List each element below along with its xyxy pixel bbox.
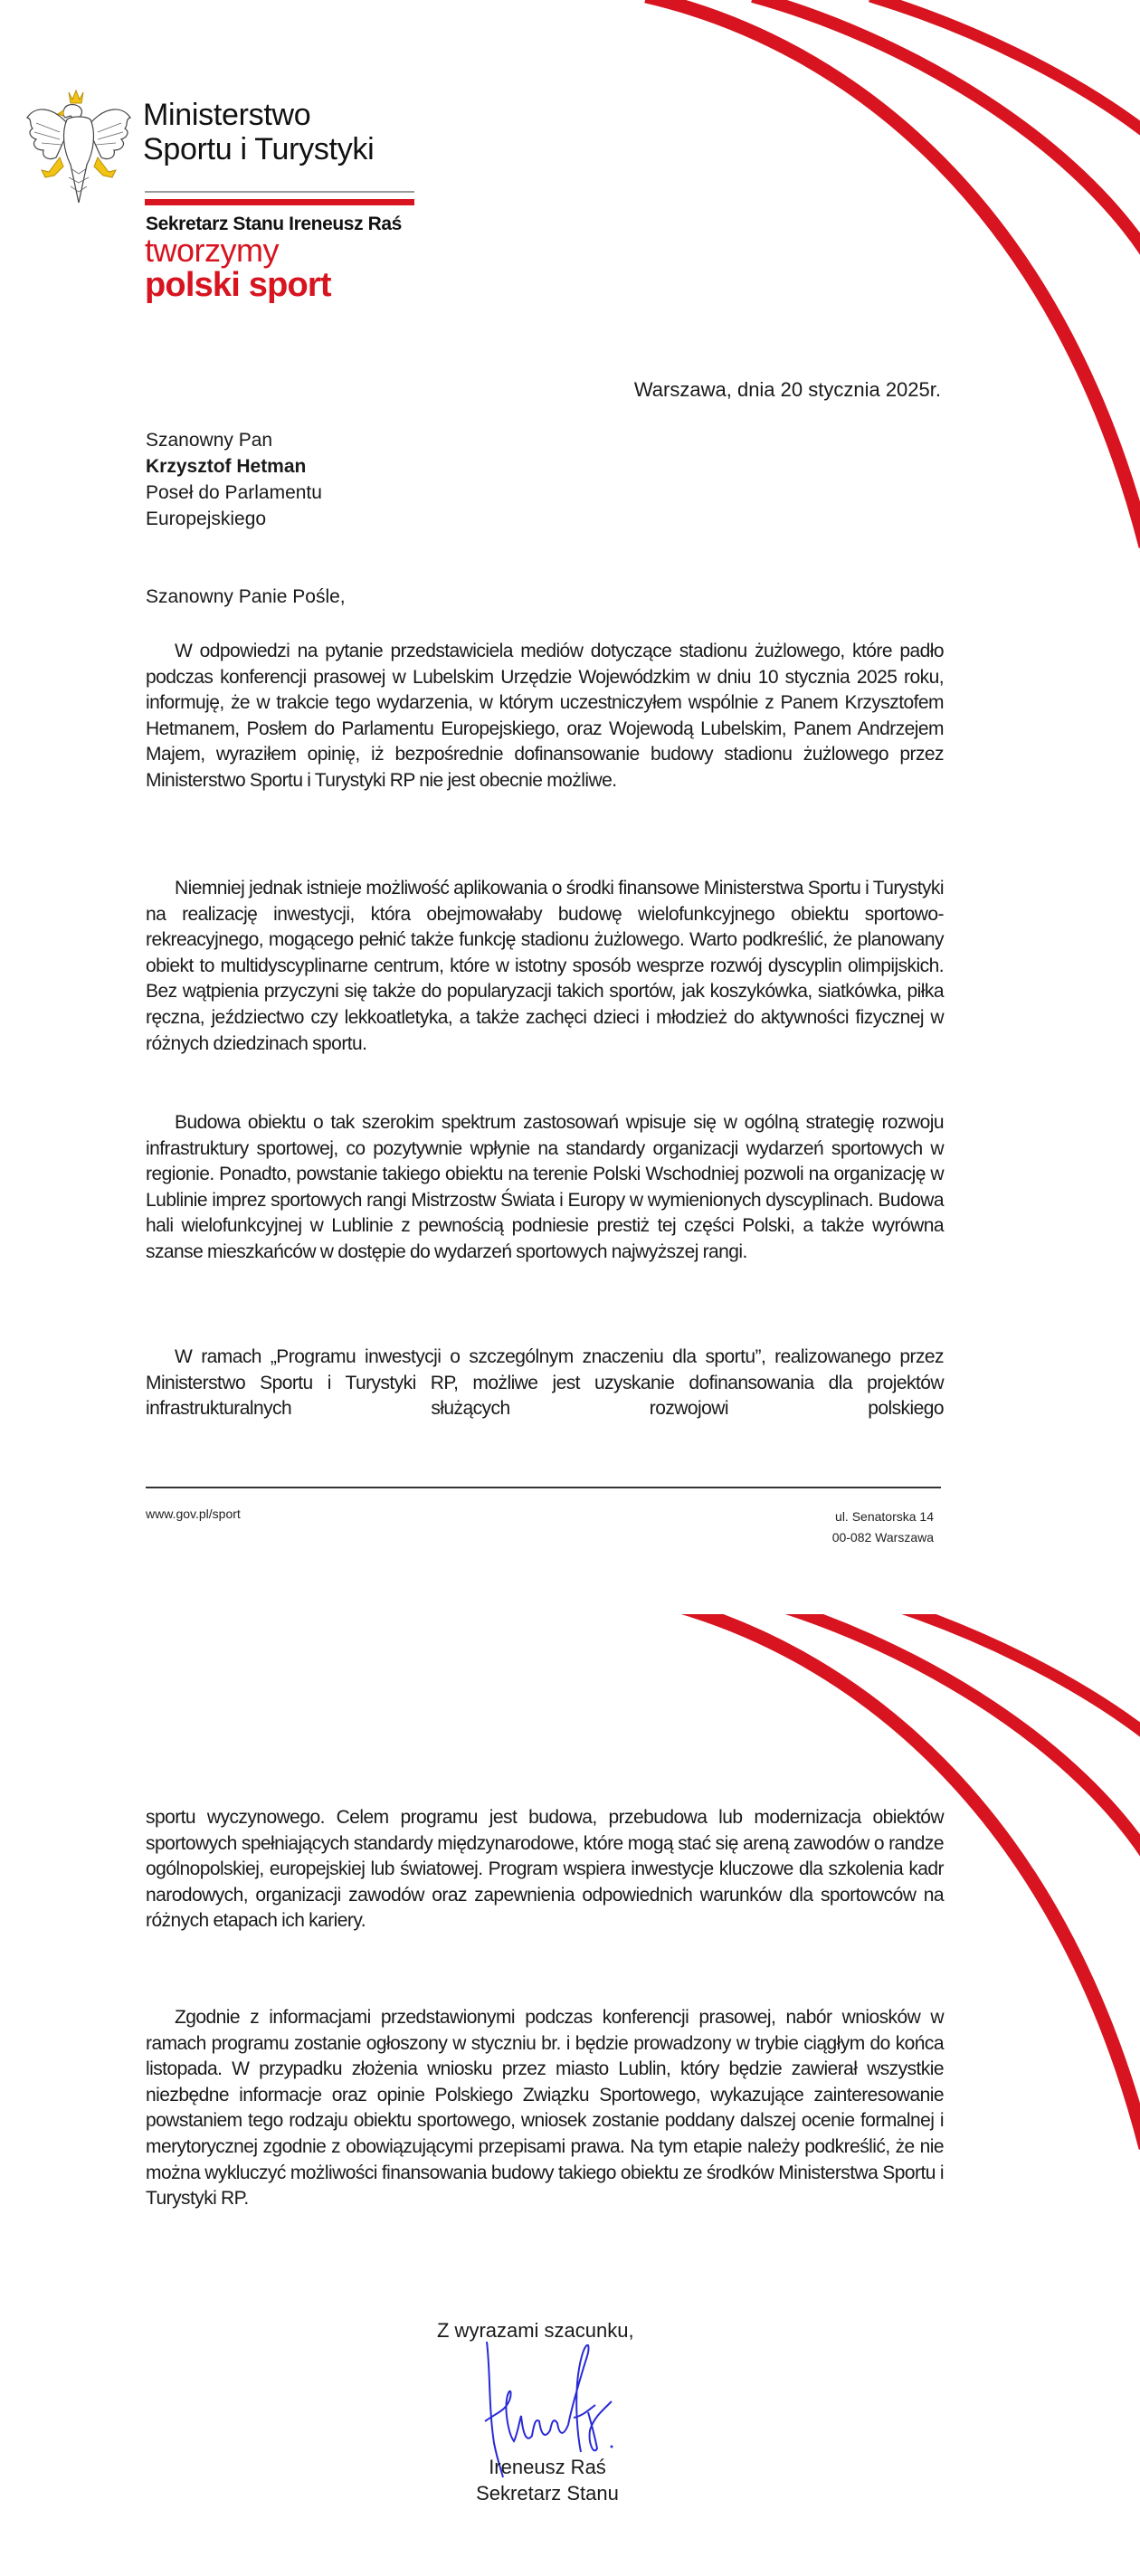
footer-divider xyxy=(146,1487,941,1488)
paragraph-2 xyxy=(146,876,944,1057)
slogan-line1: tworzymy xyxy=(145,232,279,269)
signer-name: Ireneusz Raś xyxy=(489,2456,606,2478)
arc-outer xyxy=(870,0,1140,132)
footer-address-street: ul. Senatorska 14 xyxy=(835,1509,934,1524)
arc-outer xyxy=(870,1614,1140,1734)
paragraph-text: W odpowiedzi na pytanie przedstawiciela mediów dotyczące stadionu żużlowego, które padło podczas konferencji prasowej w Lubelskim Urzędzie Wojewódzkim w dniu 10 stycznia 2025 roku, informuję, że w trakcie tego wydarzenia, w którym uczestniczyłem wspólnie z Panem Krzysztofem Hetmanem, Posłem do Parlamentu Europejskiego, oraz Wojewodą Lubelskim, Panem Andrzejem Majem, wyraziłem opinię, iż bezpośrednie dofinansowanie budowy stadionu żużlowego przez Ministerstwo Sportu i Turystyki RP nie jest obecnie możliwe. xyxy=(146,641,944,791)
paragraph-1 xyxy=(146,639,944,794)
paragraph-text: Zgodnie z informacjami przedstawionymi podczas konferencji prasowej, nabór wniosków w ramach programu zostanie ogłoszony w styczniu br. i będzie prowadzony w trybie ciągłym do końca listopada. W przypadku złożenia wniosku przez miasto Lublin, który będzie zawierał wszystkie niezbędne informacje oraz opinie Polskiego Związku Sportowego, wykazujące zainteresowanie powstaniem tego rodzaju obiektu sportowego, wniosek zostanie poddany dalszej ocenie formalnej i merytorycznej zgodnie z obowiązującymi przepisami prawa. Na tym etapie należy podkreślić, że nie można wykluczyć możliwości finansowania budowy takiego obiektu ze środków Ministerstwa Sportu i Turystyki RP. xyxy=(146,2007,944,2210)
signer-block xyxy=(416,2454,679,2506)
ministry-name-line2: Sportu i Turystyki xyxy=(143,132,375,166)
letter-date: Warszawa, dnia 20 stycznia 2025r. xyxy=(633,378,941,401)
signer-title: Sekretarz Stanu xyxy=(476,2482,619,2505)
paragraph-4 xyxy=(146,1345,944,1422)
paragraph-3 xyxy=(146,1110,944,1266)
letterhead-secretary: Sekretarz Stanu Ireneusz Raś xyxy=(146,214,402,234)
recipient-title-line2: Europejskiego xyxy=(146,509,267,529)
footer-address-city: 00-082 Warszawa xyxy=(831,1530,934,1545)
paragraph-5 xyxy=(146,2005,944,2212)
salutation: Szanowny Panie Pośle, xyxy=(146,586,346,607)
paragraph-text: sportu wyczynowego. Celem programu jest budowa, przebudowa lub modernizacja obiektów sportowych spełniających standardy międzynarodowe, które mogą stać się areną zawodów o randze ogólnopolskiej, europejskiej lub światowej. Program wspiera inwestycje kluczowe dla szkolenia kadr narodowych, organizacji zawodów oraz zapewnienia odpowiednich warunków dla sportowców na różnych etapach ich kariery. xyxy=(146,1807,944,1932)
ministry-name-line1: Ministerstwo xyxy=(143,98,311,132)
paragraph-text: Budowa obiektu o tak szerokim spektrum zastosowań wpisuje się w ogólną strategię rozwoju infrastruktury sportowej, co pozytywnie wpłynie na standardy organizacji wydarzeń sportowych w regionie. Ponadto, powstanie takiego obiektu na terenie Polski Wschodniej pozwoli na organizację w Lublinie imprez sportowych rangi Mistrzostw Świata i Europy w wymienionych dyscyplinach. Budowa hali wielofunkcyjnej w Lublinie z pewnością podniesie prestiż tej części Polski, a także wyrówna szanse mieszkańców w dostępie do wydarzeń sportowych najwyższej rangi. xyxy=(146,1112,944,1262)
polish-eagle-emblem-icon xyxy=(24,87,134,206)
closing-phrase: Z wyrazami szacunku, xyxy=(437,2319,634,2342)
recipient-title-line1: Poseł do Parlamentu xyxy=(146,482,322,503)
recipient-name: Krzysztof Hetman xyxy=(146,456,307,477)
recipient-block xyxy=(146,427,322,532)
ministry-name xyxy=(143,98,374,166)
arc-inner xyxy=(646,0,1140,547)
footer-website-link[interactable]: www.gov.pl/sport xyxy=(146,1507,241,1521)
paragraph-4-continued xyxy=(146,1805,944,1934)
letterhead-gray-rule xyxy=(145,191,414,193)
paragraph-text: W ramach „Programu inwestycji o szczególnym znaczeniu dla sportu”, realizowanego przez Ministerstwo Sportu i Turystyki RP, możliwe jest uzyskanie dofinansowania dla projektów infrastrukturalnych służących rozwojowi polskiego xyxy=(146,1346,944,1420)
letterhead-red-rule xyxy=(145,199,414,205)
slogan-line2: polski sport xyxy=(145,266,331,304)
recipient-greeting: Szanowny Pan xyxy=(146,430,273,451)
footer-address xyxy=(778,1507,934,1548)
arc-middle xyxy=(753,0,1140,252)
paragraph-text: Niemniej jednak istnieje możliwość aplikowania o środki finansowe Ministerstwa Sportu i Turystyki na realizację inwestycji, która obejmowałaby budowę wielofunkcyjnego obiektu sportowo-rekreacyjnego, mogącego pełnić także funkcję stadionu żużlowego. Warto podkreślić, że planowany obiekt to multidyscyplinarne centrum, które w istotny sposób wesprze rozwój dyscyplin olimpijskich. Bez wątpienia przyczyni się także do popularyzacji takich sportów, jak koszykówka, siatkówka, piłka ręczna, jeździectwo czy lekkoatletyka, a także zachęci dzieci i młodzież do aktywności fizycznej w różnych dziedzinach sportu. xyxy=(146,878,944,1054)
